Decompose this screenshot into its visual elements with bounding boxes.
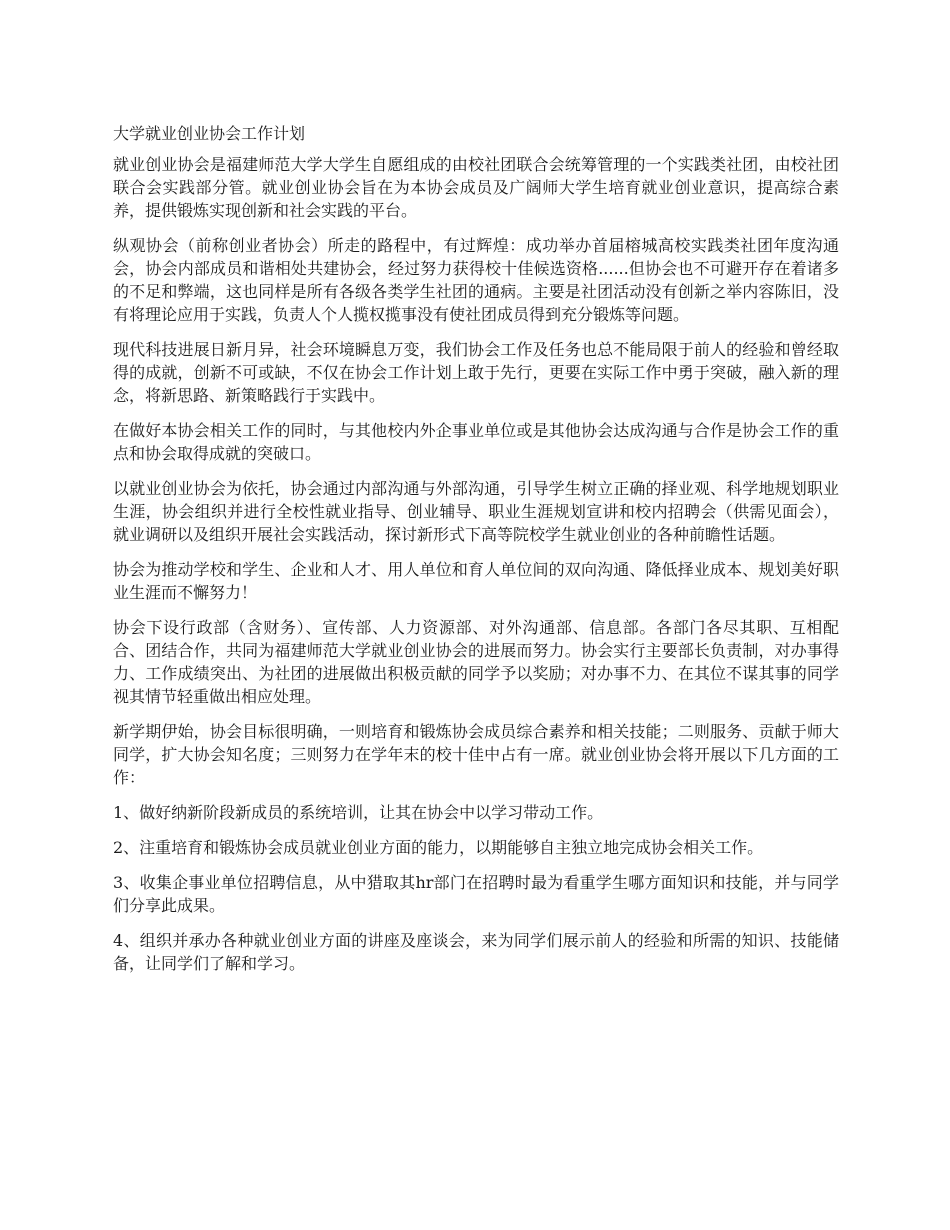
paragraph-mission: 协会为推动学校和学生、企业和人才、用人单位和育人单位间的双向沟通、降低择业成本、规划美好职业生涯而不懈努力！ [113,560,839,602]
paragraph-structure: 协会下设行政部（含财务）、宣传部、人力资源部、对外沟通部、信息部。各部门各尽其职、互相配合、团结合作，共同为福建师范大学就业创业协会的进展而努力。协会实行主要部长负责制，对办事得力、工作成绩突出、为社团的进展做出积极贡献的同学予以奖励；对办事不力、在其位不谋其事的同学视其情节轻重做出相应处理。 [113,618,839,706]
paragraph-cooperation: 在做好本协会相关工作的同时，与其他校内外企事业单位或是其他协会达成沟通与合作是协会工作的重点和协会取得成就的突破口。 [113,421,839,463]
paragraph-history: 纵观协会（前称创业者协会）所走的路程中，有过辉煌：成功举办首届榕城高校实践类社团年度沟通会，协会内部成员和谐相处共建协会，经过努力获得校十佳候选资格......但协会也不可避开存在着诸多的不足和弊端，这也同样是所有各级各类学生社团的通病。主要是社团活动没有创新之举内容陈旧，没有将理论应用于实践，负责人个人揽权揽事没有使社团成员得到充分锻炼等问题。 [113,236,839,324]
list-item-4: 4、组织并承办各种就业创业方面的讲座及座谈会，来为同学们展示前人的经验和所需的知识、技能储备，让同学们了解和学习。 [113,931,839,973]
paragraph-guidance: 以就业创业协会为依托，协会通过内部沟通与外部沟通，引导学生树立正确的择业观、科学地规划职业生涯，协会组织并进行全校性就业指导、创业辅导、职业生涯规划宣讲和校内招聘会（供需见面会），就业调研以及组织开展社会实践活动，探讨新形式下高等院校学生就业创业的各种前瞻性话题。 [113,479,839,544]
list-item-2: 2、注重培育和锻炼协会成员就业创业方面的能力，以期能够自主独立地完成协会相关工作。 [113,838,764,857]
document-title: 大学就业创业协会工作计划 [113,124,306,143]
paragraph-goals: 新学期伊始，协会目标很明确，一则培育和锻炼协会成员综合素养和相关技能；二则服务、贡献于师大同学，扩大协会知名度；三则努力在学年末的校十佳中占有一席。就业创业协会将开展以下几方面的工作： [113,722,839,787]
list-item-3: 3、收集企事业单位招聘信息，从中猎取其hr部门在招聘时最为看重学生哪方面知识和技能，并与同学们分享此成果。 [113,873,839,915]
paragraph-innovation: 现代科技进展日新月异，社会环境瞬息万变，我们协会工作及任务也总不能局限于前人的经验和曾经取得的成就，创新不可或缺，不仅在协会工作计划上敢于先行，更要在实际工作中勇于突破，融入新的理念，将新思路、新策略践行于实践中。 [113,340,839,405]
list-item-1: 1、做好纳新阶段新成员的系统培训，让其在协会中以学习带动工作。 [113,803,604,822]
document-body [113,122,839,987]
paragraph-intro: 就业创业协会是福建师范大学大学生自愿组成的由校社团联合会统筹管理的一个实践类社团，由校社团联合会实践部分管。就业创业协会旨在为本协会成员及广阔师大学生培育就业创业意识，提高综合素养，提供锻炼实现创新和社会实践的平台。 [113,155,839,220]
